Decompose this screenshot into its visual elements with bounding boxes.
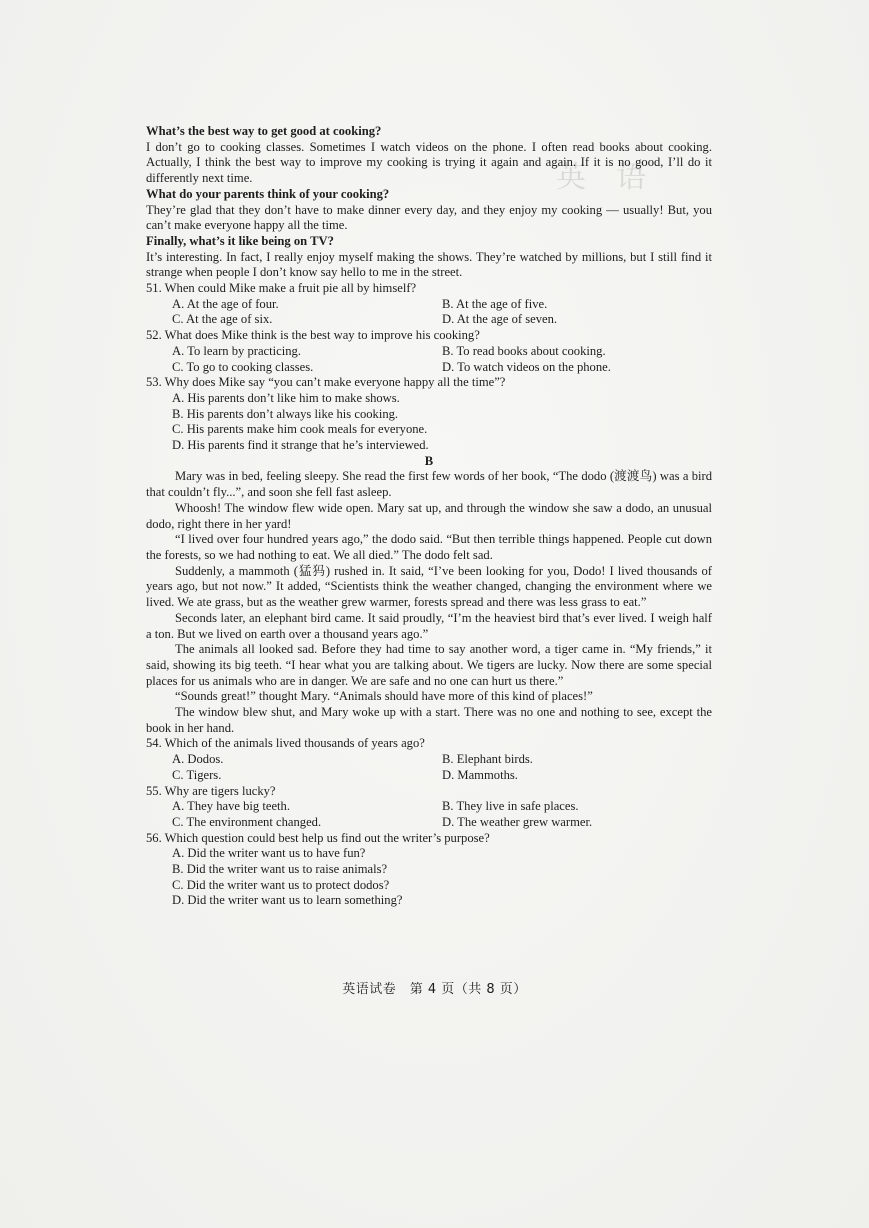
question-stem: 54. Which of the animals lived thousands of years ago? [146, 736, 425, 751]
question-group-a [146, 281, 712, 454]
question-53 [146, 375, 712, 454]
option-a[interactable]: A. At the age of four. [172, 296, 279, 311]
interview-question: What do your parents think of your cooking? [146, 186, 390, 201]
option-b[interactable]: B. To read books about cooking. [442, 343, 606, 358]
option-c[interactable]: C. At the age of six. [172, 312, 273, 327]
passage-paragraph: The animals all looked sad. Before they had time to say another word, a tiger came in. “My friends,” it said, showing its big teeth. “I hear what you are talking about. We tigers are lucky. Now there are some special places for us animals who are in danger. We are safe and no one can hurt us there.” [146, 642, 712, 688]
option-c[interactable]: C. The environment changed. [172, 814, 322, 829]
option-list [146, 752, 712, 783]
option-list [146, 391, 712, 454]
question-52 [146, 328, 712, 375]
question-stem: 56. Which question could best help us find out the writer’s purpose? [146, 830, 490, 845]
passage-paragraph: Seconds later, an elephant bird came. It said proudly, “I’m the heaviest bird that’s ever lived. I weigh half a ton. But we lived on earth over a thousand years ago.” [146, 610, 712, 641]
page-footer: 英语试卷 第 4 页（共 8 页） [342, 982, 527, 997]
interview-item [146, 187, 712, 234]
option-list [146, 297, 712, 328]
question-56 [146, 831, 712, 910]
section-heading: B [424, 453, 434, 468]
option-d[interactable]: D. Did the writer want us to learn something? [172, 893, 403, 908]
question-stem: 53. Why does Mike say “you can’t make everyone happy all the time”? [146, 375, 506, 390]
interview-section [146, 124, 712, 281]
passage-paragraph: Mary was in bed, feeling sleepy. She read the first few words of her book, “The dodo (渡渡鸟) was a bird that couldn’t fly...”, and soon she fell fast asleep. [146, 469, 712, 500]
option-b[interactable]: B. They live in safe places. [442, 799, 579, 814]
question-stem: 51. When could Mike make a fruit pie all by himself? [146, 281, 417, 296]
interview-question: What’s the best way to get good at cooking? [146, 124, 382, 138]
option-d[interactable]: D. Mammoths. [442, 767, 518, 782]
question-group-b [146, 736, 712, 909]
option-d[interactable]: D. His parents find it strange that he’s interviewed. [172, 438, 429, 453]
question-51 [146, 281, 712, 328]
option-c[interactable]: C. To go to cooking classes. [172, 359, 314, 374]
interview-item [146, 234, 712, 281]
question-stem: 52. What does Mike think is the best way to improve his cooking? [146, 328, 480, 343]
option-c[interactable]: C. Did the writer want us to protect dodos? [172, 877, 390, 892]
option-d[interactable]: D. To watch videos on the phone. [442, 359, 611, 374]
option-b[interactable]: B. His parents don’t always like his cooking. [172, 406, 399, 421]
option-a[interactable]: A. To learn by practicing. [172, 343, 301, 358]
passage-paragraph: Whoosh! The window flew wide open. Mary sat up, and through the window she saw a dodo, an unusual dodo, right there in her yard! [146, 500, 712, 531]
question-54 [146, 736, 712, 783]
interview-answer: It’s interesting. In fact, I really enjoy myself making the shows. They’re watched by millions, but I still find it strange when people I don’t know say hello to me in the street. [146, 249, 712, 280]
option-c[interactable]: C. His parents make him cook meals for everyone. [172, 422, 428, 437]
option-list [146, 344, 712, 375]
question-55 [146, 784, 712, 831]
question-stem: 55. Why are tigers lucky? [146, 783, 276, 798]
option-b[interactable]: B. Did the writer want us to raise animals? [172, 862, 388, 877]
passage-paragraph: Suddenly, a mammoth (猛犸) rushed in. It said, “I’ve been looking for you, Dodo! I lived thousands of years ago, but not now.” It added, “Scientists think the weather changed, changing the environment where we lived. We ate grass, but as the weather grew warmer, forests spread and there was less grass to eat.” [146, 563, 712, 610]
option-a[interactable]: A. Did the writer want us to have fun? [172, 846, 366, 861]
passage-paragraph: The window blew shut, and Mary woke up with a start. There was no one and nothing to see, except the book in her hand. [146, 705, 712, 735]
option-c[interactable]: C. Tigers. [172, 767, 222, 782]
passage-b [146, 454, 712, 737]
option-list [146, 846, 712, 909]
page-content [146, 124, 712, 909]
option-b[interactable]: B. Elephant birds. [442, 752, 533, 767]
interview-answer: I don’t go to cooking classes. Sometimes I watch videos on the phone. I often read books about cooking. Actually, I think the best way to improve my cooking is trying it again and again. If it is no good, I’ll do it differently next time. [146, 139, 712, 186]
passage-paragraph: “Sounds great!” thought Mary. “Animals should have more of this kind of places!” [175, 689, 593, 704]
option-a[interactable]: A. His parents don’t like him to make shows. [172, 390, 400, 405]
interview-item [146, 124, 712, 187]
bleed-through-mark: 英 语 [556, 160, 646, 195]
option-a[interactable]: A. Dodos. [172, 752, 224, 767]
option-d[interactable]: D. The weather grew warmer. [442, 814, 593, 829]
passage-paragraph: “I lived over four hundred years ago,” the dodo said. “But then terrible things happened. People cut down the forests, so we had nothing to eat. We all died.” The dodo felt sad. [146, 532, 712, 562]
option-b[interactable]: B. At the age of five. [442, 296, 548, 311]
option-d[interactable]: D. At the age of seven. [442, 312, 558, 327]
interview-question: Finally, what’s it like being on TV? [146, 233, 334, 248]
option-a[interactable]: A. They have big teeth. [172, 799, 290, 814]
interview-answer: They’re glad that they don’t have to make dinner every day, and they enjoy my cooking — usually! But, you can’t make everyone happy all the time. [146, 202, 712, 233]
option-list [146, 799, 712, 830]
